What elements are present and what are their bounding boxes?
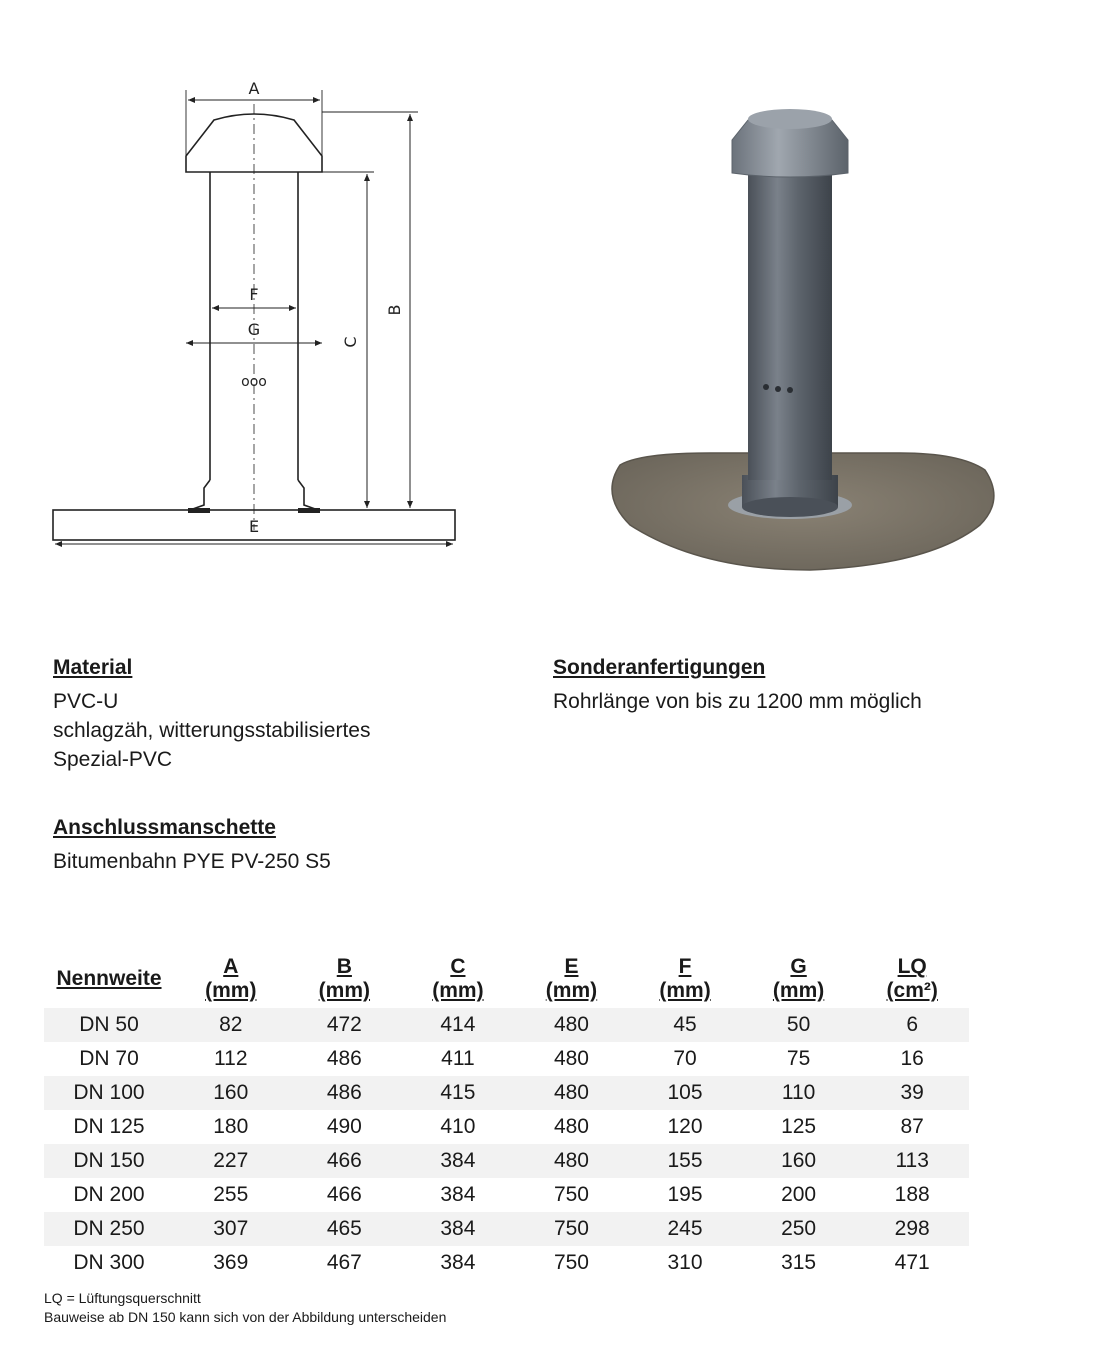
table-cell: 384	[440, 1251, 476, 1274]
table-cell: 411	[441, 1047, 475, 1070]
table-cell: 310	[667, 1251, 703, 1274]
table-cell: 471	[894, 1251, 930, 1274]
header-e: E (mm)	[545, 955, 598, 1002]
table-cell: 750	[553, 1183, 589, 1206]
table-cell: DN 100	[44, 1076, 174, 1110]
footnotes	[44, 1289, 446, 1327]
table-cell: 480	[515, 1008, 629, 1042]
label-c: C	[341, 336, 360, 348]
table-cell: 369	[213, 1251, 249, 1274]
table-cell: DN 50	[44, 1008, 174, 1042]
table-cell: 315	[781, 1251, 817, 1274]
header-b: B (mm)	[318, 955, 371, 1002]
collar-heading: Anschlussmanschette	[53, 816, 276, 839]
product-photo	[580, 95, 1020, 575]
table-cell: DN 125	[73, 1115, 145, 1138]
table-cell: 75	[786, 1047, 811, 1070]
table-cell: 245	[628, 1212, 742, 1246]
table-cell: 113	[855, 1144, 969, 1178]
table-cell: 486	[326, 1047, 362, 1070]
table-cell: 750	[515, 1212, 629, 1246]
table-row	[44, 1008, 969, 1042]
table-cell: 200	[781, 1183, 817, 1206]
table-cell: 255	[213, 1183, 249, 1206]
table-cell: DN 250	[44, 1212, 174, 1246]
table-row	[44, 1110, 969, 1144]
table-cell: 467	[326, 1251, 362, 1274]
table-row	[44, 1042, 969, 1076]
label-f: F	[249, 285, 259, 304]
footnote: Bauweise ab DN 150 kann sich von der Abbildung unterscheiden	[44, 1309, 447, 1325]
table-cell: 486	[288, 1076, 402, 1110]
table-cell: 6	[855, 1008, 969, 1042]
table-cell: 110	[742, 1076, 856, 1110]
label-holes: ooo	[241, 374, 267, 390]
table-cell: 120	[667, 1115, 703, 1138]
table-cell: 105	[628, 1076, 742, 1110]
collar-text: Bitumenbahn PYE PV-250 S5	[53, 850, 331, 873]
table-row	[44, 1212, 969, 1246]
table-cell: 307	[174, 1212, 288, 1246]
table-cell: 50	[742, 1008, 856, 1042]
material-line: Spezial-PVC	[53, 748, 173, 771]
table-cell: 195	[667, 1183, 703, 1206]
table-cell: 188	[894, 1183, 930, 1206]
material-line: PVC-U	[53, 690, 119, 713]
label-b: B	[385, 304, 404, 316]
table-cell: 227	[174, 1144, 288, 1178]
table-row	[44, 1144, 969, 1178]
table-cell: 410	[440, 1115, 476, 1138]
table-cell: 45	[628, 1008, 742, 1042]
header-f: F (mm)	[659, 955, 711, 1002]
table-cell: 466	[326, 1183, 362, 1206]
table-cell: 82	[174, 1008, 288, 1042]
header-lq: LQ (cm²)	[886, 955, 938, 1002]
header-nennweite: Nennweite	[56, 967, 162, 990]
material-text	[53, 687, 370, 774]
table-cell: 112	[214, 1047, 248, 1070]
table-cell: DN 150	[44, 1144, 174, 1178]
hood-outline	[186, 114, 322, 172]
table-cell: 125	[781, 1115, 817, 1138]
table-cell: 39	[855, 1076, 969, 1110]
table-cell: 465	[288, 1212, 402, 1246]
pipe-body	[748, 175, 832, 480]
label-e: E	[248, 517, 260, 536]
table-cell: 414	[401, 1008, 515, 1042]
spec-table	[44, 950, 969, 1280]
table-cell: 180	[213, 1115, 249, 1138]
table-cell: DN 300	[73, 1251, 145, 1274]
table-cell: 480	[553, 1047, 589, 1070]
label-g: G	[247, 320, 261, 339]
table-header-row	[44, 950, 969, 1008]
table-cell: 87	[900, 1115, 924, 1138]
technical-drawing	[40, 60, 470, 560]
table-row	[44, 1178, 969, 1212]
table-cell: 384	[401, 1212, 515, 1246]
table-row	[44, 1076, 969, 1110]
header-c: C (mm)	[432, 955, 484, 1002]
table-cell: 16	[900, 1047, 924, 1070]
table-cell: 160	[174, 1076, 288, 1110]
table-cell: 466	[288, 1144, 402, 1178]
table-cell: 480	[515, 1076, 629, 1110]
table-cell: 384	[440, 1183, 476, 1206]
table-cell: 250	[742, 1212, 856, 1246]
table-cell: 480	[553, 1115, 589, 1138]
table-cell: 415	[401, 1076, 515, 1110]
table-cell: 750	[553, 1251, 589, 1274]
table-cell: DN 70	[79, 1047, 139, 1070]
header-g: G (mm)	[772, 955, 825, 1002]
table-cell: DN 200	[73, 1183, 145, 1206]
material-heading: Material	[53, 656, 133, 679]
table-cell: 384	[401, 1144, 515, 1178]
label-a: A	[248, 79, 260, 98]
table-cell: 160	[742, 1144, 856, 1178]
table-cell: 155	[628, 1144, 742, 1178]
table-cell: 472	[288, 1008, 402, 1042]
table-cell: 490	[326, 1115, 362, 1138]
custom-heading: Sonderanfertigungen	[553, 656, 766, 679]
custom-text: Rohrlänge von bis zu 1200 mm möglich	[553, 690, 922, 713]
table-cell: 70	[673, 1047, 697, 1070]
material-line: schlagzäh, witterungsstabilisiertes	[53, 719, 371, 742]
header-a: A (mm)	[205, 955, 257, 1002]
table-cell: 298	[855, 1212, 969, 1246]
table-row	[44, 1246, 969, 1280]
table-cell: 480	[515, 1144, 629, 1178]
footnote: LQ = Lüftungsquerschnitt	[44, 1290, 201, 1306]
